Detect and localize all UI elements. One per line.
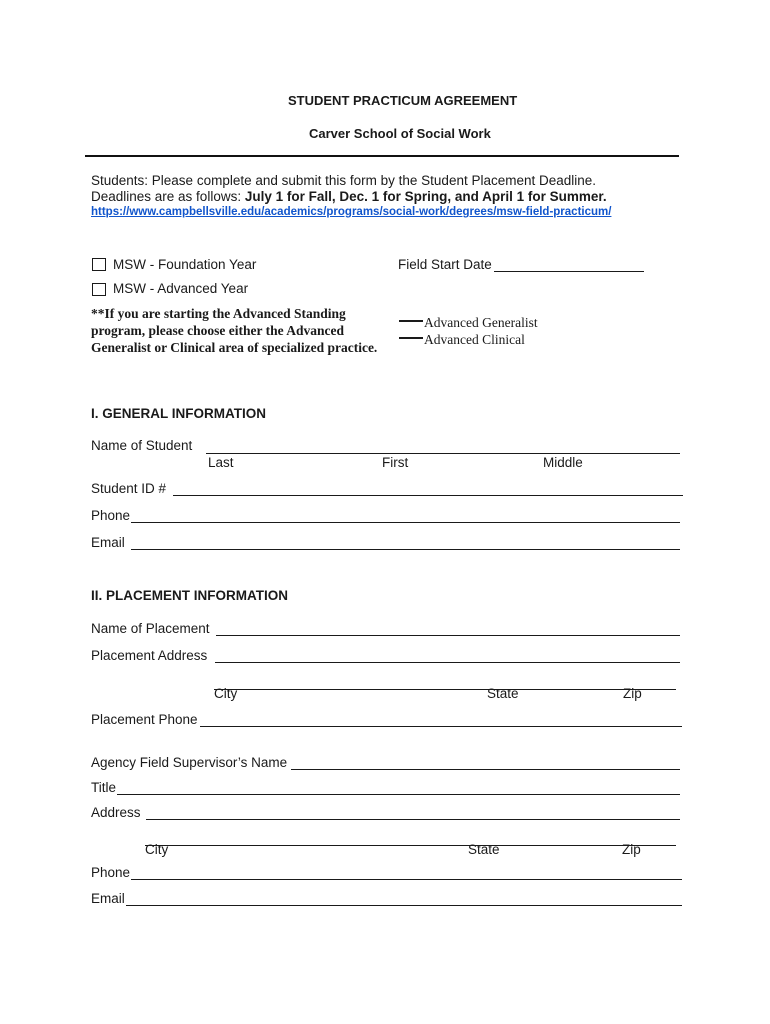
supervisor-address-label: Address: [91, 805, 141, 820]
advanced-standing-note: **If you are starting the Advanced Standing program, please choose either the Advanced Generalist or Clinical area of specialized practice.: [91, 306, 378, 355]
student-id-input[interactable]: [173, 482, 683, 496]
placement-state-caption: State: [487, 686, 519, 701]
supervisor-phone-label: Phone: [91, 865, 131, 880]
placement-city-caption: City: [214, 686, 238, 701]
instructions-line1: Students: Please complete and submit this form by the Student Placement Deadline.: [91, 173, 597, 188]
name-last-caption: Last: [208, 455, 234, 470]
field-start-input[interactable]: [494, 257, 644, 272]
placement-zip-caption: Zip: [623, 686, 642, 701]
name-first-caption: First: [382, 455, 409, 470]
foundation-year-checkbox[interactable]: [92, 258, 106, 271]
practicum-link[interactable]: https://www.campbellsville.edu/academics/programs/social-work/degrees/msw-field-practicum/: [91, 206, 612, 218]
field-start-label: Field Start Date: [398, 257, 492, 272]
generalist-blank[interactable]: [399, 320, 423, 322]
placement-phone-label: Placement Phone: [91, 712, 198, 727]
clinical-blank[interactable]: [399, 337, 423, 339]
school-name: Carver School of Social Work: [309, 126, 491, 141]
clinical-label: Advanced Clinical: [424, 332, 525, 347]
general-info-heading: I. GENERAL INFORMATION: [91, 406, 266, 421]
placement-city-state-zip-input[interactable]: [214, 676, 676, 690]
advanced-year-label: MSW - Advanced Year: [113, 281, 249, 296]
supervisor-title-label: Title: [91, 780, 117, 795]
supervisor-name-input[interactable]: [291, 756, 680, 770]
deadlines-dates: July 1 for Fall, Dec. 1 for Spring, and April 1 for Summer.: [244, 189, 607, 204]
placement-address-label: Placement Address: [91, 648, 208, 663]
placement-address-input[interactable]: [215, 649, 680, 663]
supervisor-city-caption: City: [145, 842, 169, 857]
student-phone-input[interactable]: [131, 509, 680, 523]
student-phone-label: Phone: [91, 508, 131, 523]
deadlines-prefix: Deadlines are as follows:: [91, 189, 245, 204]
supervisor-state-caption: State: [468, 842, 500, 857]
supervisor-phone-input[interactable]: [131, 866, 682, 880]
form-title: STUDENT PRACTICUM AGREEMENT: [288, 93, 518, 108]
student-name-input[interactable]: [206, 440, 680, 454]
placement-info-heading: II. PLACEMENT INFORMATION: [91, 588, 288, 603]
supervisor-email-input[interactable]: [126, 892, 682, 906]
placement-name-input[interactable]: [216, 622, 680, 636]
foundation-year-label: MSW - Foundation Year: [113, 257, 257, 272]
placement-name-label: Name of Placement: [91, 621, 210, 636]
advanced-year-checkbox[interactable]: [92, 283, 106, 296]
student-name-label: Name of Student: [91, 438, 193, 453]
generalist-label: Advanced Generalist: [424, 315, 538, 330]
supervisor-zip-caption: Zip: [622, 842, 641, 857]
student-email-label: Email: [91, 535, 125, 550]
student-email-input[interactable]: [131, 536, 680, 550]
placement-phone-input[interactable]: [200, 713, 682, 727]
supervisor-city-state-zip-input[interactable]: [145, 832, 676, 846]
supervisor-email-label: Email: [91, 891, 125, 906]
name-middle-caption: Middle: [543, 455, 583, 470]
instructions-line2: [91, 189, 607, 204]
header-divider: [85, 155, 679, 157]
supervisor-title-input[interactable]: [117, 781, 680, 795]
supervisor-address-input[interactable]: [146, 806, 680, 820]
supervisor-name-label: Agency Field Supervisor’s Name: [91, 755, 288, 770]
student-id-label: Student ID #: [91, 481, 167, 496]
